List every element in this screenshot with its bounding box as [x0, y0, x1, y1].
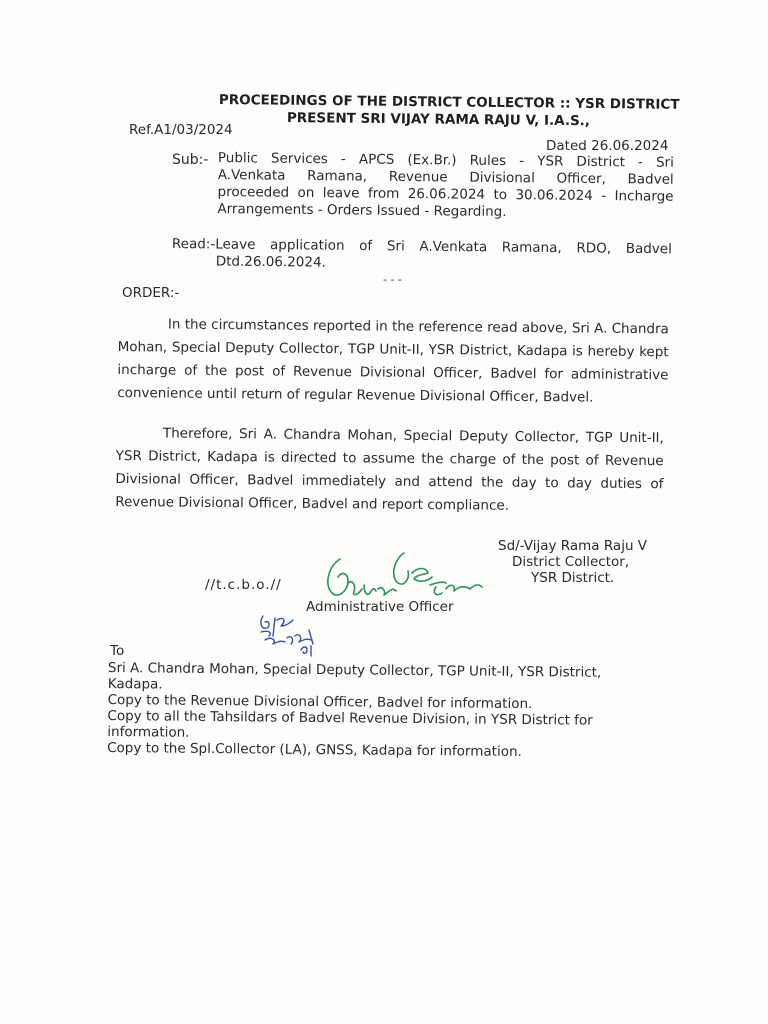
- signatory-designation: District Collector,: [512, 554, 630, 570]
- order-label: ORDER:-: [122, 285, 180, 301]
- read-line: Read:-Leave application of Sri A.Venkata Ramana, RDO, Badvel: [171, 236, 672, 258]
- initials-stamp: [255, 610, 325, 660]
- paragraph-line: Divisional Officer, Badvel immediately and attend the day to day duties of: [115, 470, 664, 493]
- copy-line: Copy to the Spl.Collector (LA), GNSS, Kadapa for information.: [107, 739, 522, 760]
- dated: Dated 26.06.2024: [546, 138, 669, 154]
- read-line: Dtd.26.06.2024.: [215, 253, 326, 271]
- header-line-1: PROCEEDINGS OF THE DISTRICT COLLECTOR :: YSR DISTRICT: [218, 92, 680, 113]
- paragraph-line: Mohan, Special Deputy Collector, TGP Unit-II, YSR District, Kadapa is hereby kept: [117, 338, 669, 361]
- header-line-2: PRESENT SRI VIJAY RAMA RAJU V, I.A.S.,: [286, 110, 591, 130]
- subject-line: Public Services - APCS (Ex.Br.) Rules - YSR District - Sri: [217, 150, 674, 171]
- distribution-list: [107, 660, 608, 761]
- tcbo-mark: //t.c.b.o.//: [205, 577, 282, 593]
- copy-line: Copy to the Revenue Divisional Officer, Badvel for information.: [107, 691, 533, 713]
- administrative-officer: Administrative Officer: [306, 599, 454, 615]
- paragraph-line: In the circumstances reported in the reference read above, Sri A. Chandra: [167, 316, 669, 338]
- subject-line: A.Venkata Ramana, Revenue Divisional Officer, Badvel: [217, 166, 674, 188]
- subject-line: proceeded on leave from 26.06.2024 to 30.06.2024 - Incharge: [217, 183, 674, 205]
- separator: - - -: [383, 273, 402, 286]
- read-text: [172, 236, 672, 275]
- paragraph-line: Revenue Divisional Officer, Badvel and report compliance.: [115, 493, 510, 514]
- copy-line: information.: [107, 723, 190, 741]
- subject-label: Sub:-: [172, 152, 209, 168]
- signatory-name: Sd/-Vijay Rama Raju V: [498, 538, 648, 554]
- paragraph-line: YSR District, Kadapa is directed to assume the charge of the post of Revenue: [115, 447, 664, 470]
- reference-number: Ref.A1/03/2024: [129, 122, 233, 138]
- signatory-district: YSR District.: [531, 570, 615, 586]
- handwritten-signature: [318, 545, 488, 615]
- copy-line: Copy to all the Tahsildars of Badvel Revenue Division, in YSR District for: [107, 707, 593, 729]
- subject-line: Arrangements - Orders Issued - Regarding.: [217, 200, 507, 221]
- to-label: To: [110, 643, 125, 659]
- paragraph-line: convenience until return of regular Revenue Divisional Officer, Badvel.: [117, 384, 594, 406]
- paragraph-line: Therefore, Sri A. Chandra Mohan, Special Deputy Collector, TGP Unit-II,: [162, 425, 664, 447]
- paragraph-2: [115, 422, 664, 519]
- paragraph-1: [117, 313, 669, 410]
- recipient-line: Sri A. Chandra Mohan, Special Deputy Collector, TGP Unit-II, YSR District,: [107, 660, 602, 681]
- subject-text: [217, 150, 674, 223]
- recipient-line: Kadapa.: [107, 675, 163, 693]
- paragraph-line: incharge of the post of Revenue Divisional Officer, Badvel for administrative: [117, 361, 669, 384]
